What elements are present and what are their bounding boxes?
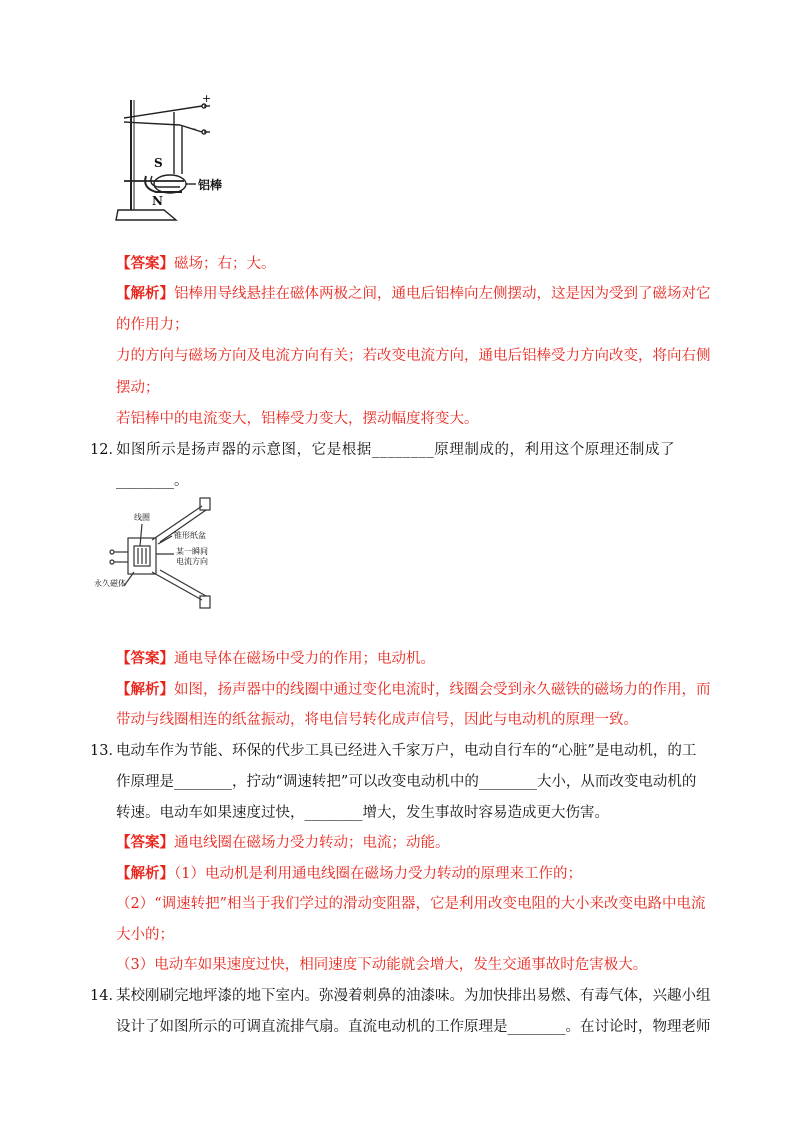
magnet-label: 永久磁体 [94, 579, 126, 588]
q11-answer [116, 254, 276, 274]
q11-analysis-line-5: 若铝棒中的电流变大，铝棒受力变大，摆动幅度将变大。 [116, 411, 479, 427]
answer-tag: 【答案】 [116, 650, 174, 667]
question-number: 14． [90, 988, 123, 1004]
q14-stem-line-2: 设计了如图所示的可调直流排气扇。直流电动机的工作原理是________。在讨论时，物理老师 [116, 1019, 711, 1035]
answer-text: 通电导体在磁场中受力的作用；电动机。 [174, 651, 435, 667]
q12-stem-line-1: 如图所示是扬声器的示意图，它是根据________原理制成的，利用这个原理还制成了 [116, 442, 676, 458]
north-pole-label: N [152, 194, 163, 208]
q13-analysis-line-2: （2）“调速转把”相当于我们学过的滑动变阻器，它是利用改变电阻的大小来改变电路中电流 [116, 896, 706, 912]
coil-label: 线圈 [134, 513, 150, 522]
minus-terminal-label: - [192, 122, 196, 135]
analysis-tag: 【解析】 [116, 865, 174, 882]
q13-stem-line-3: 转速。电动车如果速度过快，________增大，发生事故时容易造成更大伤害。 [116, 805, 609, 821]
plus-terminal-label: + [202, 92, 212, 105]
q12-answer [116, 649, 435, 669]
analysis-text: 铝棒用导线悬挂在磁体两极之间，通电后铝棒向左侧摆动，这是因为受到了磁场对它 [174, 286, 711, 302]
analysis-tag: 【解析】 [116, 681, 174, 698]
q12-analysis-line-1 [116, 680, 711, 700]
analysis-tag: 【解析】 [116, 285, 174, 302]
q13-analysis-line-4: （3）电动车如果速度过快，相同速度下动能就会增大，发生交通事故时危害极大。 [116, 957, 648, 973]
current-label: 某一瞬间 [176, 547, 208, 556]
q12-stem-line-2: ________。 [116, 473, 189, 489]
q11-analysis-line-2: 的作用力； [116, 317, 189, 333]
q14-stem-line-1: 某校刚刷完地坪漆的地下室内。弥漫着刺鼻的油漆味。为加快排出易燃、有毒气体，兴趣小组 [116, 988, 711, 1004]
aluminum-rod-apparatus-figure [112, 92, 222, 227]
q13-stem-line-1: 电动车作为节能、环保的代步工具已经进入千家万户，电动自行车的“心脏”是电动机，的工 [116, 743, 697, 759]
analysis-text: （1）电动机是利用通电线圈在磁场力受力转动的原理来工作的； [174, 866, 582, 882]
q13-analysis-line-3: 大小的； [116, 927, 174, 943]
cone-label: 锥形纸盆 [174, 531, 206, 540]
q12-analysis-line-2: 带动与线圈相连的纸盆振动，将电信号转化成声信号，因此与电动机的原理一致。 [116, 712, 638, 728]
loudspeaker-drawing [94, 492, 234, 622]
q11-analysis-line-1 [116, 284, 711, 304]
answer-tag: 【答案】 [116, 834, 174, 851]
answer-tag: 【答案】 [116, 255, 174, 272]
q13-stem-line-2: 作原理是________，拧动“调速转把”可以改变电动机中的________大小，从而改变电动机的 [116, 774, 697, 790]
answer-text: 磁场；右；大。 [174, 256, 276, 272]
analysis-text: 如图，扬声器中的线圈中通过变化电流时，线圈会受到永久磁铁的磁场力的作用，而 [174, 682, 711, 698]
answer-text: 通电线圈在磁场力受力转动；电流；动能。 [174, 835, 450, 851]
south-pole-label: S [154, 156, 163, 170]
q11-analysis-line-4: 摆动； [116, 380, 160, 396]
question-number: 13． [90, 743, 123, 759]
q13-answer [116, 833, 450, 853]
rod-label: 铝棒 [198, 178, 223, 192]
q13-analysis-line-1 [116, 864, 582, 884]
current-direction-label: 电流方向 [176, 557, 208, 566]
aluminum-rod-apparatus-drawing [112, 92, 222, 227]
question-number: 12． [90, 442, 123, 458]
loudspeaker-figure [94, 492, 234, 622]
q11-analysis-line-3: 力的方向与磁场方向及电流方向有关；若改变电流方向，通电后铝棒受力方向改变，将向右侧 [116, 348, 711, 364]
